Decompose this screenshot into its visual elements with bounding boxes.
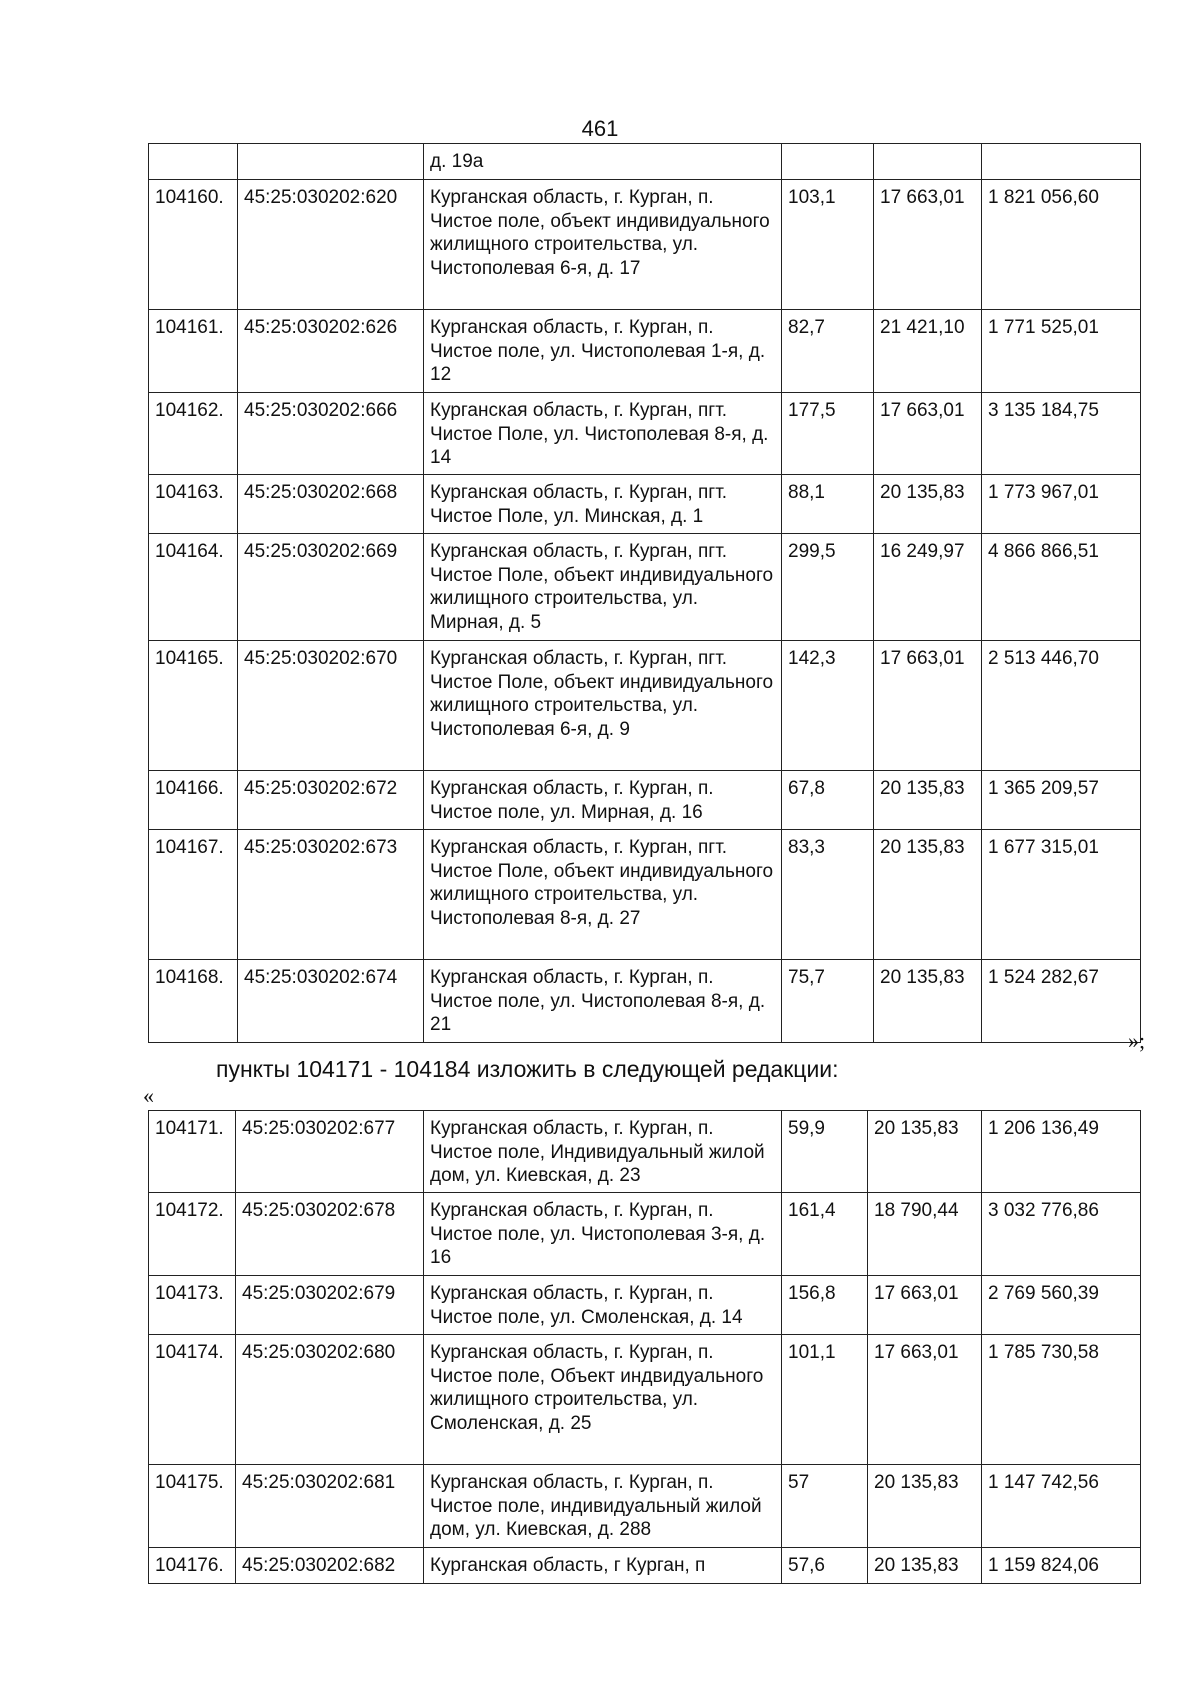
table-row: [149, 641, 1141, 771]
cadastral-value-cell: 1 365 209,57: [982, 771, 1141, 830]
table-row: [149, 1465, 1141, 1548]
row-number-cell: 104174.: [149, 1335, 236, 1465]
cadastral-number-cell: 45:25:030202:680: [236, 1335, 424, 1465]
table-row: [149, 1111, 1141, 1193]
rate-cell: 20 135,83: [874, 771, 982, 830]
rate-cell: 20 135,83: [874, 475, 982, 534]
area-cell: 103,1: [782, 180, 874, 310]
area-cell: 177,5: [782, 393, 874, 475]
row-number-cell: 104172.: [149, 1193, 236, 1276]
area-cell: 88,1: [782, 475, 874, 534]
address-cell: Курганская область, г. Курган, п. Чистое поле, Объект индвидуального жилищного строительства, ул. Смоленская, д. 25: [424, 1335, 782, 1465]
cadastral-number-cell: 45:25:030202:626: [238, 310, 424, 393]
row-number-cell: 104162.: [149, 393, 238, 475]
rate-cell: 20 135,83: [874, 830, 982, 960]
address-cell: Курганская область, г. Курган, пгт. Чистое Поле, объект индивидуального жилищного строительства, ул. Чистополевая 8-я, д. 27: [424, 830, 782, 960]
table-row: [149, 960, 1141, 1043]
area-cell: 83,3: [782, 830, 874, 960]
area-cell: 75,7: [782, 960, 874, 1043]
rate-cell: 17 663,01: [874, 180, 982, 310]
area-cell: 57: [782, 1465, 868, 1548]
table-row: [149, 1335, 1141, 1465]
address-cell: Курганская область, г. Курган, п. Чистое поле, ул. Мирная, д. 16: [424, 771, 782, 830]
address-cell: Курганская область, г. Курган, п. Чистое поле, объект индивидуального жилищного строительства, ул. Чистополевая 6-я, д. 17: [424, 180, 782, 310]
table-row: [149, 1548, 1141, 1584]
area-cell: 57,6: [782, 1548, 868, 1584]
table-row: [149, 393, 1141, 475]
address-cell: Курганская область, г. Курган, пгт. Чистое Поле, ул. Чистополевая 8-я, д. 14: [424, 393, 782, 475]
address-cell: Курганская область, г. Курган, пгт. Чистое Поле, объект индивидуального жилищного строительства, ул. Чистополевая 6-я, д. 9: [424, 641, 782, 771]
rate-cell: 16 249,97: [874, 534, 982, 641]
row-number-cell: 104164.: [149, 534, 238, 641]
cadastral-value-cell: 1 677 315,01: [982, 830, 1141, 960]
cadastral-number-cell: 45:25:030202:682: [236, 1548, 424, 1584]
cadastral-number-cell: 45:25:030202:669: [238, 534, 424, 641]
address-cell: Курганская область, г. Курган, пгт. Чистое Поле, ул. Минская, д. 1: [424, 475, 782, 534]
rate-cell: 21 421,10: [874, 310, 982, 393]
cadastral-value-cell: 1 773 967,01: [982, 475, 1141, 534]
cadastral-value-cell: 2 769 560,39: [982, 1276, 1141, 1335]
address-cell: Курганская область, г. Курган, п. Чистое поле, ул. Чистополевая 3-я, д. 16: [424, 1193, 782, 1276]
address-cell: Курганская область, г. Курган, п. Чистое поле, ул. Смоленская, д. 14: [424, 1276, 782, 1335]
table-row: [149, 771, 1141, 830]
cadastral-number-cell: 45:25:030202:668: [238, 475, 424, 534]
row-number-cell: 104166.: [149, 771, 238, 830]
cadastral-value-cell: 4 866 866,51: [982, 534, 1141, 641]
row-number-cell: 104160.: [149, 180, 238, 310]
page-number: 461: [581, 116, 619, 141]
cadastral-value-cell: 1 159 824,06: [982, 1548, 1141, 1584]
cadastral-value-cell: 1 785 730,58: [982, 1335, 1141, 1465]
row-number-cell: 104176.: [149, 1548, 236, 1584]
cadastral-value-cell: 3 032 776,86: [982, 1193, 1141, 1276]
rate-cell: 20 135,83: [874, 960, 982, 1043]
rate-cell: 20 135,83: [868, 1111, 982, 1193]
cadastral-value-cell: 1 771 525,01: [982, 310, 1141, 393]
cadastral-value-cell: 1 524 282,67: [982, 960, 1141, 1043]
closing-quote: »;: [1128, 1028, 1146, 1053]
row-number-cell: 104161.: [149, 310, 238, 393]
cadastral-number-cell: 45:25:030202:620: [238, 180, 424, 310]
area-cell: 161,4: [782, 1193, 868, 1276]
address-cell: Курганская область, г. Курган, п. Чистое поле, Индивидуальный жилой дом, ул. Киевская, д. 23: [424, 1111, 782, 1193]
table-row: [149, 475, 1141, 534]
opening-quote: «: [143, 1083, 154, 1108]
cadastral-number-cell: 45:25:030202:673: [238, 830, 424, 960]
cadastral-number-cell: 45:25:030202:670: [238, 641, 424, 771]
cadastral-number-cell: [238, 144, 424, 180]
area-cell: 67,8: [782, 771, 874, 830]
row-number-cell: 104165.: [149, 641, 238, 771]
address-cell: Курганская область, г. Курган, пгт. Чистое Поле, объект индивидуального жилищного строительства, ул. Мирная, д. 5: [424, 534, 782, 641]
table-row: [149, 310, 1141, 393]
table-row: [149, 830, 1141, 960]
amendment-instruction: пункты 104171 - 104184 изложить в следующей редакции:: [216, 1056, 839, 1082]
address-cell: Курганская область, г. Курган, п. Чистое поле, ул. Чистополевая 1-я, д. 12: [424, 310, 782, 393]
area-cell: 59,9: [782, 1111, 868, 1193]
row-number-cell: [149, 144, 238, 180]
cadastral-number-cell: 45:25:030202:672: [238, 771, 424, 830]
rate-cell: 20 135,83: [868, 1465, 982, 1548]
table-row: [149, 1193, 1141, 1276]
cadastral-value-cell: 1 206 136,49: [982, 1111, 1141, 1193]
row-number-cell: 104175.: [149, 1465, 236, 1548]
table-row: [149, 1276, 1141, 1335]
row-number-cell: 104173.: [149, 1276, 236, 1335]
registry-table-continued: [148, 143, 1141, 1043]
rate-cell: 17 663,01: [868, 1335, 982, 1465]
cadastral-number-cell: 45:25:030202:666: [238, 393, 424, 475]
address-cell: Курганская область, г. Курган, п. Чистое поле, ул. Чистополевая 8-я, д. 21: [424, 960, 782, 1043]
area-cell: 156,8: [782, 1276, 868, 1335]
cadastral-value-cell: 3 135 184,75: [982, 393, 1141, 475]
area-cell: 142,3: [782, 641, 874, 771]
area-cell: 101,1: [782, 1335, 868, 1465]
area-cell: 82,7: [782, 310, 874, 393]
cadastral-number-cell: 45:25:030202:677: [236, 1111, 424, 1193]
rate-cell: 18 790,44: [868, 1193, 982, 1276]
address-cell: Курганская область, г. Курган, п. Чистое поле, индивидуальный жилой дом, ул. Киевская, д. 288: [424, 1465, 782, 1548]
rate-cell: 17 663,01: [874, 641, 982, 771]
cadastral-value-cell: [982, 144, 1141, 180]
row-number-cell: 104163.: [149, 475, 238, 534]
cadastral-number-cell: 45:25:030202:674: [238, 960, 424, 1043]
row-number-cell: 104168.: [149, 960, 238, 1043]
rate-cell: 17 663,01: [874, 393, 982, 475]
rate-cell: 20 135,83: [868, 1548, 982, 1584]
cadastral-value-cell: 2 513 446,70: [982, 641, 1141, 771]
rate-cell: [874, 144, 982, 180]
row-number-cell: 104167.: [149, 830, 238, 960]
cadastral-number-cell: 45:25:030202:678: [236, 1193, 424, 1276]
table-row: [149, 534, 1141, 641]
area-cell: 299,5: [782, 534, 874, 641]
cadastral-value-cell: 1 147 742,56: [982, 1465, 1141, 1548]
area-cell: [782, 144, 874, 180]
rate-cell: 17 663,01: [868, 1276, 982, 1335]
registry-table-amended: [148, 1110, 1141, 1584]
table-row: [149, 144, 1141, 180]
table-row: [149, 180, 1141, 310]
cadastral-number-cell: 45:25:030202:679: [236, 1276, 424, 1335]
address-cell: д. 19а: [424, 144, 782, 180]
cadastral-number-cell: 45:25:030202:681: [236, 1465, 424, 1548]
cadastral-value-cell: 1 821 056,60: [982, 180, 1141, 310]
row-number-cell: 104171.: [149, 1111, 236, 1193]
address-cell: Курганская область, г Курган, п: [424, 1548, 782, 1584]
